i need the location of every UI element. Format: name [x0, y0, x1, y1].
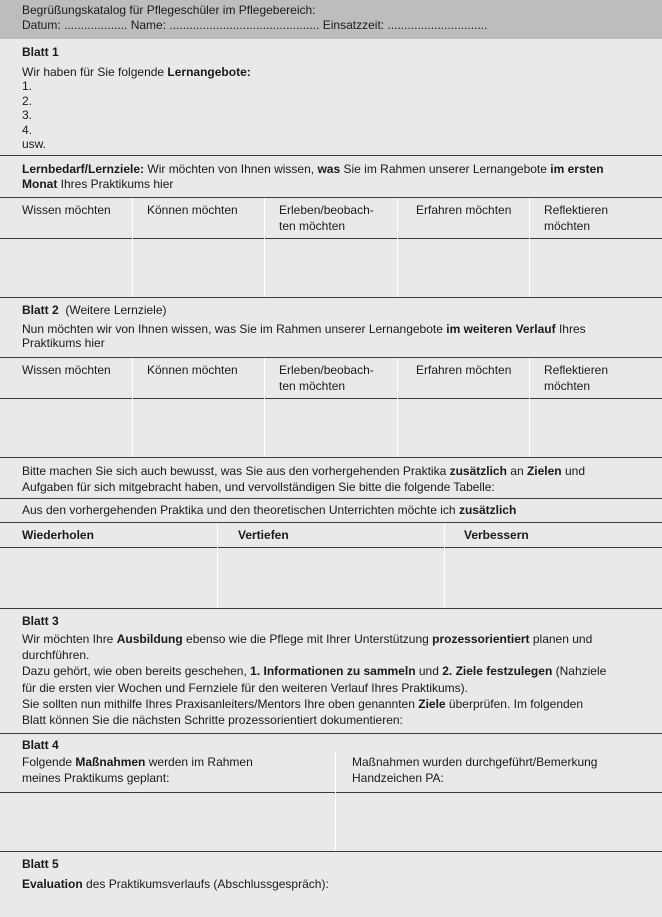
blatt2-heading: Blatt 2	[22, 303, 59, 317]
blatt1-section	[0, 45, 662, 152]
col-erfahren: Erfahren möchten	[416, 203, 512, 217]
zusaetzlich-line: Aus den vorhergehenden Praktika und den theoretischen Unterrichten möchte ich zusätzlich	[22, 503, 517, 517]
blatt3-line3: Dazu gehört, wie oben bereits geschehen, 1. Informationen zu sammeln und 2. Ziele festzulegen (Nahziele	[22, 664, 607, 679]
table3-input-row[interactable]	[0, 548, 662, 608]
col-separator	[132, 358, 133, 457]
lernbedarf-text-line1: Lernbedarf/Lernziele: Wir möchten von Ihnen wissen, was Sie im Rahmen unserer Lernangebote im ersten	[22, 162, 604, 176]
blatt1-intro: Wir haben für Sie folgende Lernangebote:	[22, 64, 251, 79]
blatt2-section	[0, 303, 662, 351]
col-wissen: Wissen möchten	[22, 363, 111, 377]
blatt3-line5: Sie sollten nun mithilfe Ihres Praxisanleiters/Mentors Ihre oben genannten Ziele überprüfen. Im folgenden	[22, 696, 584, 711]
col-koennen: Können möchten	[147, 203, 238, 217]
divider	[0, 522, 662, 523]
form-fields-line	[22, 18, 662, 33]
table2-input-row[interactable]	[0, 399, 662, 457]
massnahmen-durchgefuehrt-label: Maßnahmen wurden durchgeführt/Bemerkung Handzeichen PA:	[352, 755, 598, 785]
form-title: Begrüßungskatalog für Pflegeschüler im Pflegebereich:	[22, 3, 316, 17]
blatt3-line4: für die ersten vier Wochen und Fernziele für den weiteren Verlauf Ihres Praktikums).	[22, 680, 468, 695]
col-vertiefen: Vertiefen	[238, 528, 289, 542]
col-separator	[397, 358, 398, 457]
blatt3-line1: Wir möchten Ihre Ausbildung ebenso wie die Pflege mit Ihrer Unterstützung prozessorientiert planen und	[22, 632, 593, 646]
divider	[0, 608, 662, 609]
table4-input-row[interactable]	[0, 793, 662, 851]
lernbedarf-text-line2: Monat Ihres Praktikums hier	[22, 176, 174, 191]
bewusst-text-line2: Aufgaben für sich mitgebracht haben, und vervollständigen Sie bitte die folgende Tabelle:	[22, 480, 495, 494]
col-reflektieren: Reflektieren möchten	[544, 363, 609, 393]
lernangebot-item-2[interactable]: 2.	[22, 93, 33, 108]
date-field[interactable]: Datum: ...................	[22, 17, 128, 32]
col-koennen: Können möchten	[147, 363, 238, 377]
divider	[0, 197, 662, 198]
blatt5-heading: Blatt 5	[22, 857, 59, 871]
lernangebot-item-1[interactable]: 1.	[22, 79, 33, 93]
lernangebot-item-4[interactable]: 4.	[22, 122, 33, 137]
col-separator	[529, 198, 530, 297]
divider	[0, 297, 662, 298]
col-wissen: Wissen möchten	[22, 203, 111, 217]
period-field[interactable]: Einsatzzeit: ..............................	[322, 17, 488, 32]
col-separator	[264, 358, 265, 457]
divider	[0, 357, 662, 358]
evaluation-label[interactable]: Evaluation des Praktikumsverlaufs (Abschlussgespräch):	[22, 877, 329, 891]
name-field[interactable]: Name: .............................................	[130, 17, 320, 32]
divider	[0, 457, 662, 458]
divider	[0, 851, 662, 852]
col-wiederholen: Wiederholen	[22, 528, 94, 542]
col-separator	[397, 198, 398, 297]
lernbedarf-section	[0, 162, 662, 191]
divider	[0, 733, 662, 734]
bewusst-section	[0, 463, 662, 495]
col-separator	[132, 198, 133, 297]
col-separator	[217, 523, 218, 608]
col-erleben: Erleben/beobach- ten möchten	[279, 203, 374, 233]
divider	[0, 498, 662, 499]
blatt1-heading: Blatt 1	[22, 45, 59, 59]
col-separator	[264, 198, 265, 297]
table1-input-row[interactable]	[0, 239, 662, 297]
blatt3-heading: Blatt 3	[22, 614, 59, 628]
massnahmen-geplant-label: Folgende Maßnahmen werden im Rahmen meines Praktikums geplant:	[22, 755, 253, 785]
blatt4-heading: Blatt 4	[22, 738, 59, 752]
blatt2-text-line2: Praktikums hier	[22, 336, 105, 350]
col-separator	[529, 358, 530, 457]
form-header	[0, 0, 662, 39]
blatt3-line2: durchführen.	[22, 648, 90, 663]
col-separator	[335, 752, 336, 851]
col-erfahren: Erfahren möchten	[416, 363, 512, 377]
lernangebot-item-3[interactable]: 3.	[22, 108, 33, 122]
blatt3-section	[0, 613, 662, 728]
blatt2-note: (Weitere Lernziele)	[65, 303, 167, 317]
col-erleben: Erleben/beobach- ten möchten	[279, 363, 374, 393]
blatt5-section	[0, 856, 662, 892]
blatt3-line6: Blatt können Sie die nächsten Schritte prozessorientiert dokumentieren:	[22, 713, 403, 728]
lernangebot-item-etc: usw.	[22, 137, 47, 151]
bewusst-text-line1: Bitte machen Sie sich auch bewusst, was Sie aus den vorhergehenden Praktika zusätzlich an Zielen und	[22, 464, 585, 478]
col-separator	[444, 523, 445, 608]
blatt2-text-line1: Nun möchten wir von Ihnen wissen, was Sie im Rahmen unserer Lernangebote im weiteren Verlauf Ihres	[22, 321, 586, 336]
col-reflektieren: Reflektieren möchten	[544, 203, 609, 233]
divider	[0, 155, 662, 156]
col-verbessern: Verbessern	[464, 528, 529, 542]
